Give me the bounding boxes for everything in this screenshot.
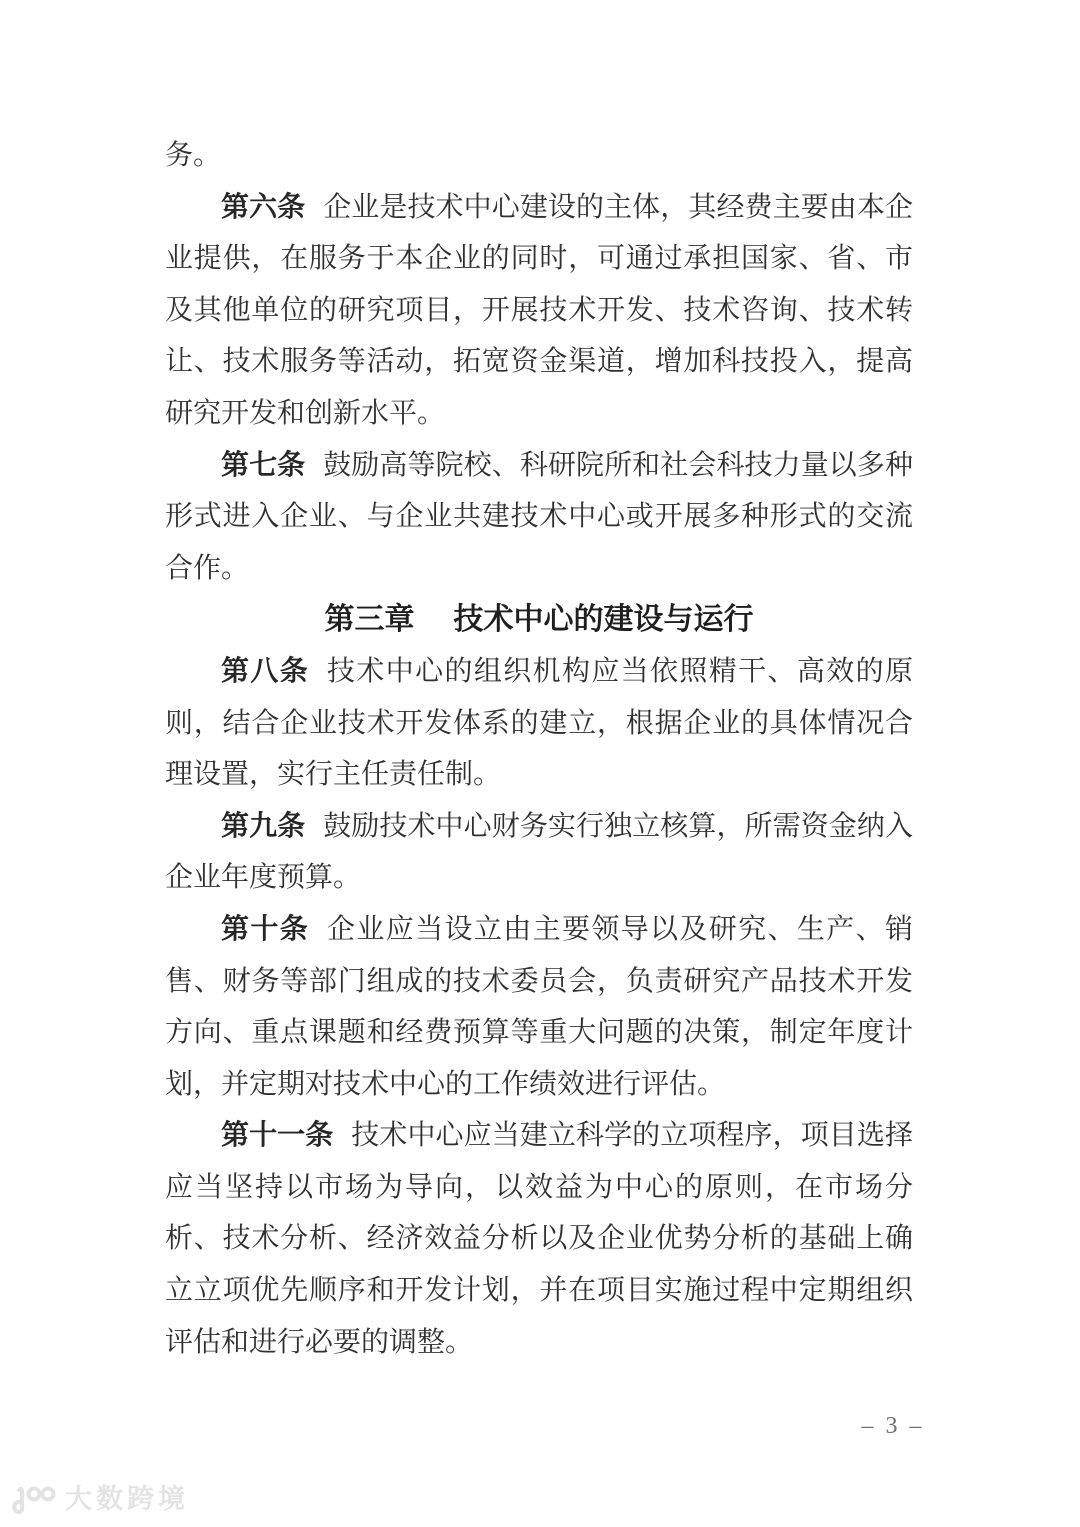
watermark	[10, 1483, 189, 1515]
chapter-title: 技术中心的建设与运行	[453, 603, 754, 637]
paragraph-text: 鼓励技术中心财务实行独立核算，所需资金纳入企业年度预算。	[165, 810, 913, 894]
article-number: 第十条	[221, 913, 310, 945]
article-number: 第八条	[221, 655, 310, 687]
watermark-label: 大数跨境	[65, 1483, 189, 1514]
article-paragraph-11	[165, 1110, 913, 1368]
paragraph-text: 技术中心应当建立科学的立项程序，项目选择应当坚持以市场为导向，以效益为中心的原则，在市场分析、技术分析、经济效益分析以及企业优势分析的基础上确立立项优先顺序和开发计划，并在项目实施过程中定期组织评估和进行必要的调整。	[165, 1120, 913, 1358]
article-number: 第十一条	[221, 1120, 334, 1152]
article-paragraph-7	[165, 440, 913, 595]
article-paragraph-9	[165, 801, 913, 904]
article-number: 第六条	[221, 191, 306, 223]
article-paragraph-10	[165, 904, 913, 1110]
paragraph-text: 企业是技术中心建设的主体，其经费主要由本企业提供，在服务于本企业的同时，可通过承担国家、省、市及其他单位的研究项目，开展技术开发、技术咨询、技术转让、技术服务等活动，拓宽资金渠道，增加科技投入，提高研究开发和创新水平。	[165, 191, 913, 429]
chapter-heading	[165, 594, 913, 646]
article-number: 第七条	[221, 449, 306, 481]
article-paragraph-6	[165, 182, 913, 440]
100-logo-icon	[10, 1483, 56, 1515]
document-body	[165, 130, 913, 1368]
paragraph-text: 技术中心的组织机构应当依照精干、高效的原则，结合企业技术开发体系的建立，根据企业的具体情况合理设置，实行主任责任制。	[165, 655, 913, 791]
paragraph-text: 鼓励高等院校、科研院所和社会科技力量以多种形式进入企业、与企业共建技术中心或开展多种形式的交流合作。	[165, 449, 913, 584]
paragraph-text: 企业应当设立由主要领导以及研究、生产、销售、财务等部门组成的技术委员会，负责研究产品技术开发方向、重点课题和经费预算等重大问题的决策，制定年度计划，并定期对技术中心的工作绩效进行评估。	[165, 913, 913, 1100]
article-number: 第九条	[221, 810, 306, 842]
page-number: – 3 –	[861, 1413, 925, 1439]
chapter-number: 第三章	[324, 603, 415, 637]
paragraph-continuation	[165, 130, 913, 182]
paragraph-text: 务。	[165, 140, 222, 171]
article-paragraph-8	[165, 646, 913, 801]
